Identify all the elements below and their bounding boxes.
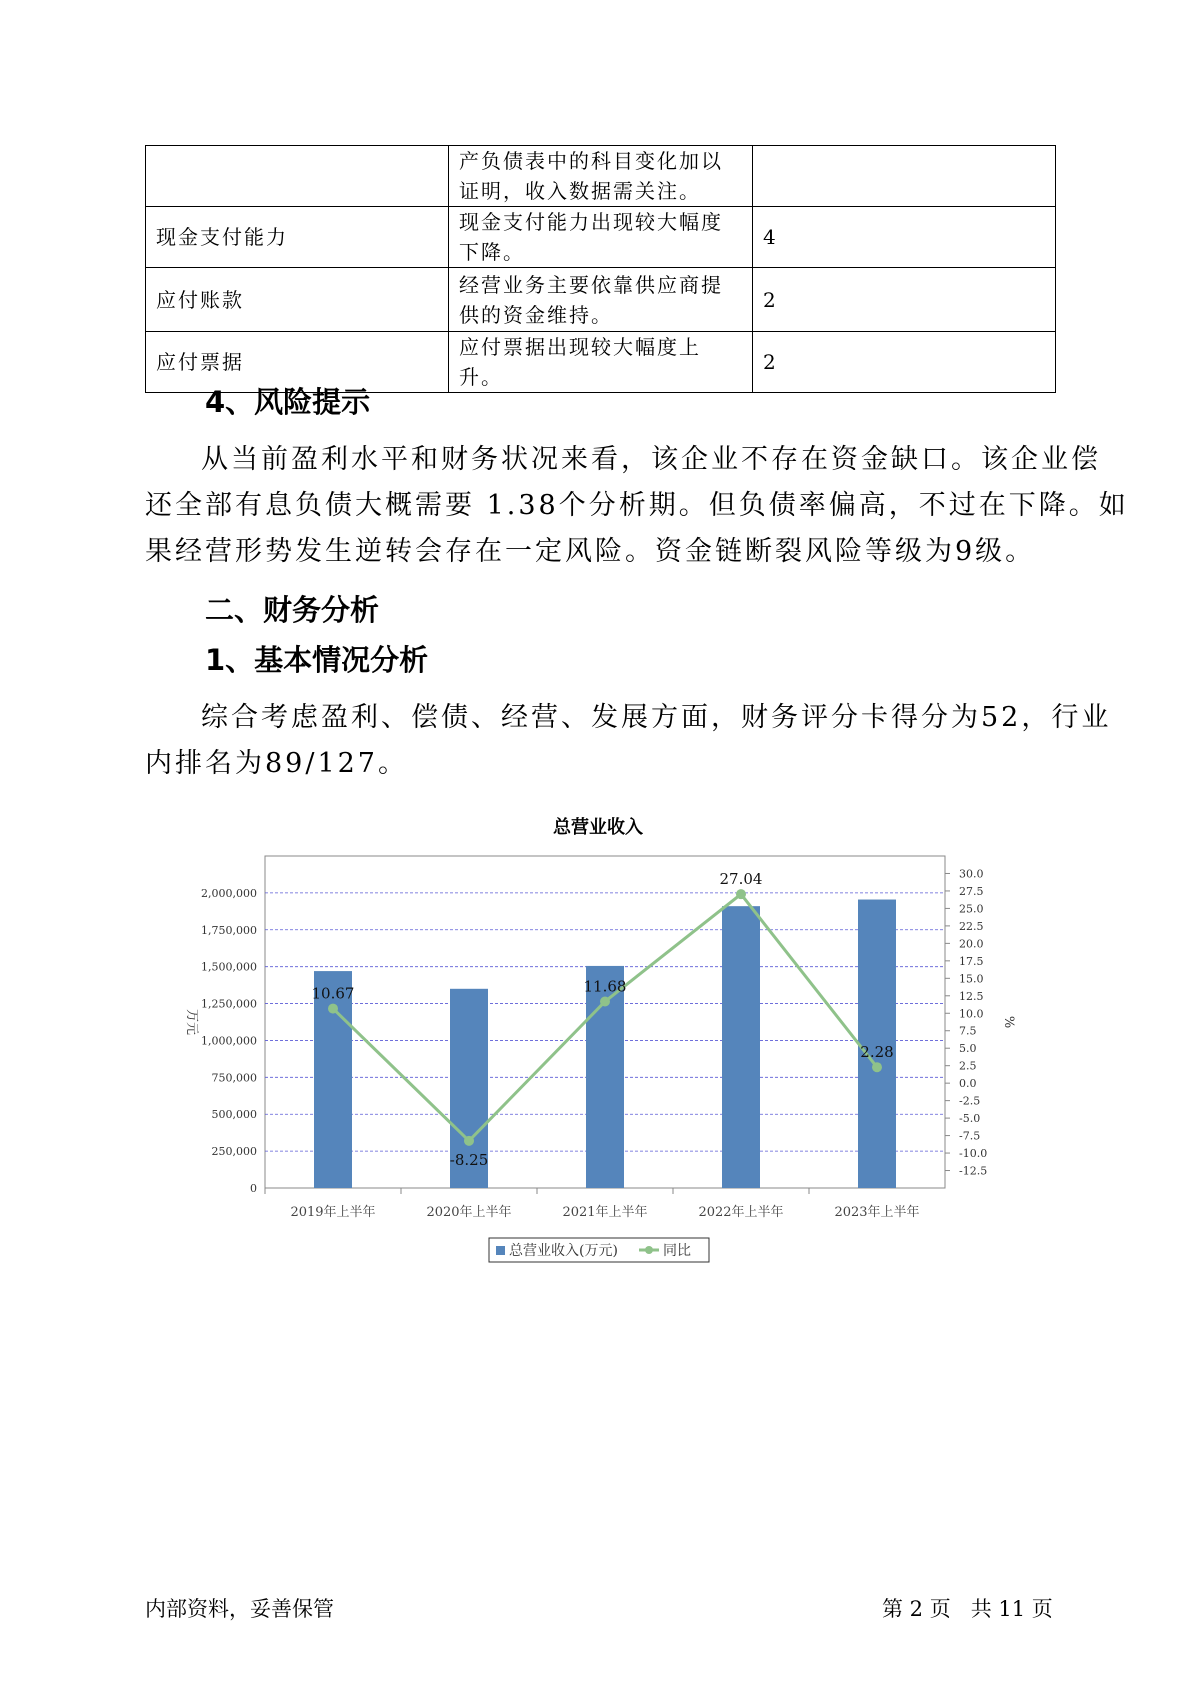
table-row <box>146 268 1056 332</box>
left-tick-label: 1,000,000 <box>201 1034 257 1048</box>
para-line: 综合考虑盈利、偿债、经营、发展方面，财务评分卡得分为52，行业 <box>201 702 1112 733</box>
data-label: 10.67 <box>311 984 355 1003</box>
revenue-chart <box>0 800 1191 1280</box>
table-cell-item <box>146 146 449 207</box>
risk-table <box>145 145 1056 393</box>
right-tick-label: -10.0 <box>959 1147 988 1161</box>
legend-line-label: 同比 <box>663 1243 691 1259</box>
left-tick-label: 1,250,000 <box>201 997 257 1011</box>
right-tick-label: -5.0 <box>959 1112 981 1126</box>
data-label: 11.68 <box>583 977 627 996</box>
left-axis-label: 万元 <box>184 1008 199 1036</box>
right-tick-label: 0.0 <box>959 1077 977 1091</box>
x-tick-label: 2022年上半年 <box>698 1205 784 1220</box>
table-cell-level <box>753 146 1056 207</box>
table-cell-desc: 产负债表中的科目变化加以证明，收入数据需关注。 <box>449 146 753 207</box>
risk-paragraph <box>145 437 1129 575</box>
right-tick-label: -12.5 <box>959 1164 988 1178</box>
bar <box>722 906 760 1188</box>
data-label: -8.25 <box>449 1150 489 1169</box>
right-tick-label: 5.0 <box>959 1042 977 1056</box>
table-cell-desc: 经营业务主要依靠供应商提供的资金维持。 <box>449 268 753 332</box>
x-tick-label: 2023年上半年 <box>834 1205 920 1220</box>
table-cell-item: 现金支付能力 <box>146 207 449 268</box>
x-tick-label: 2019年上半年 <box>290 1205 376 1220</box>
right-tick-label: 17.5 <box>959 954 984 968</box>
legend-line-marker <box>645 1246 653 1254</box>
yoy-point <box>600 997 610 1007</box>
basic-paragraph <box>145 695 1112 787</box>
chart-title: 总营业收入 <box>553 817 643 838</box>
left-tick-label: 1,750,000 <box>201 923 257 937</box>
table-cell-item: 应付账款 <box>146 268 449 332</box>
data-label: 27.04 <box>719 870 763 889</box>
right-tick-label: -2.5 <box>959 1094 981 1108</box>
section-heading-finance: 二、财务分析 <box>205 593 380 627</box>
para-line: 果经营形势发生逆转会存在一定风险。资金链断裂风险等级为9级。 <box>145 536 1036 567</box>
table-cell-item: 应付票据 <box>146 332 449 393</box>
right-tick-label: 7.5 <box>959 1024 977 1038</box>
left-tick-label: 2,000,000 <box>201 886 257 900</box>
table-cell-level: 4 <box>753 207 1056 268</box>
subsection-heading-basic: 1、基本情况分析 <box>205 643 429 677</box>
yoy-point <box>328 1004 338 1014</box>
yoy-point <box>736 889 746 899</box>
footer-confidential: 内部资料，妥善保管 <box>145 1597 334 1621</box>
data-label: 2.28 <box>860 1043 894 1062</box>
table-cell-level: 2 <box>753 268 1056 332</box>
para-line: 内排名为89/127。 <box>145 748 408 779</box>
table-cell-desc: 应付票据出现较大幅度上升。 <box>449 332 753 393</box>
para-line: 从当前盈利水平和财务状况来看，该企业不存在资金缺口。该企业偿 <box>201 444 1101 475</box>
table-cell-desc: 现金支付能力出现较大幅度下降。 <box>449 207 753 268</box>
table-cell-level: 2 <box>753 332 1056 393</box>
table-row <box>146 207 1056 268</box>
right-tick-label: 15.0 <box>959 972 984 986</box>
x-tick-label: 2021年上半年 <box>562 1205 648 1220</box>
legend-bar-label: 总营业收入(万元) <box>509 1243 618 1259</box>
left-tick-label: 250,000 <box>211 1145 257 1159</box>
legend-bar-swatch <box>496 1246 505 1255</box>
right-tick-label: 12.5 <box>959 989 984 1003</box>
right-tick-label: 20.0 <box>959 937 984 951</box>
left-tick-label: 0 <box>250 1182 257 1195</box>
yoy-point <box>872 1062 882 1072</box>
right-tick-label: 10.0 <box>959 1007 984 1021</box>
left-tick-label: 500,000 <box>211 1108 257 1122</box>
right-tick-label: 22.5 <box>959 919 984 933</box>
section-heading-risk: 4、风险提示 <box>205 385 371 419</box>
left-tick-label: 1,500,000 <box>201 960 257 974</box>
right-tick-label: 25.0 <box>959 902 984 916</box>
x-tick-label: 2020年上半年 <box>426 1205 512 1220</box>
right-tick-label: 27.5 <box>959 884 984 898</box>
right-axis-label: % <box>1001 1015 1016 1029</box>
footer-page-number: 第 2 页 共 11 页 <box>882 1597 1053 1621</box>
right-tick-label: -7.5 <box>959 1129 981 1143</box>
right-tick-label: 2.5 <box>959 1059 977 1073</box>
left-tick-label: 750,000 <box>211 1071 257 1085</box>
yoy-point <box>464 1136 474 1146</box>
right-tick-label: 30.0 <box>959 867 984 881</box>
table-row <box>146 146 1056 207</box>
para-line: 还全部有息负债大概需要 1.38个分析期。但负债率偏高，不过在下降。如 <box>145 490 1129 521</box>
